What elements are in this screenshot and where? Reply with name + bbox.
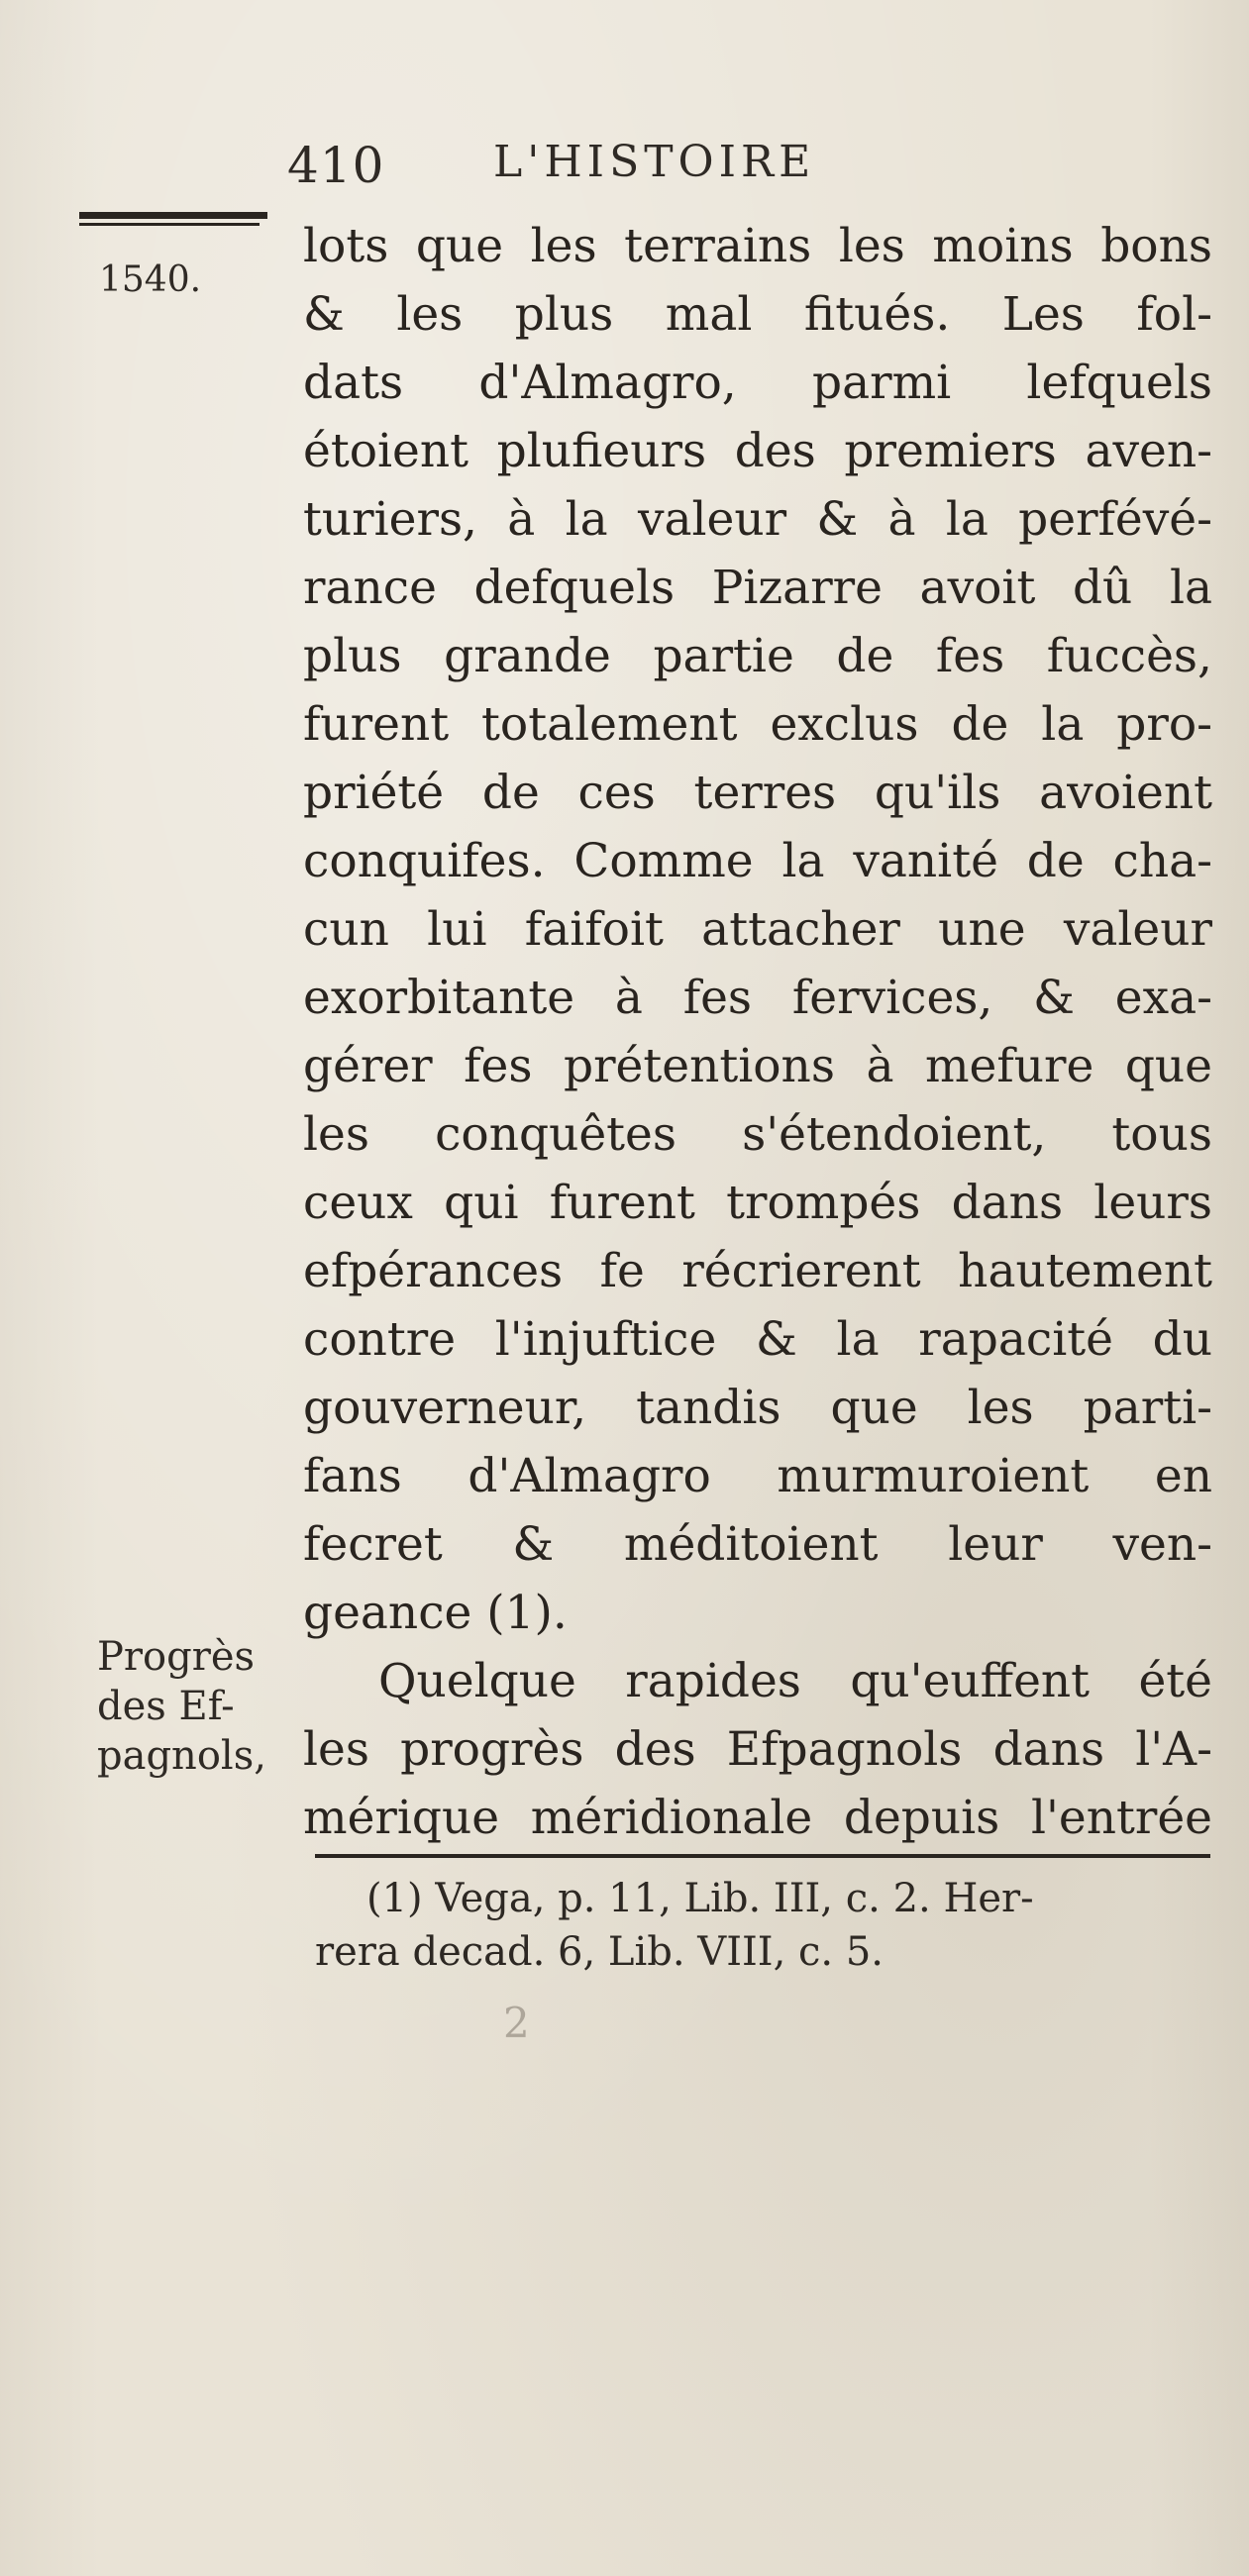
- text-line: fecret & méditoient leur ven-: [303, 1517, 1212, 1572]
- signature-mark: 2: [503, 1999, 530, 2047]
- text-line: Quelque rapides qu'euffent été: [378, 1654, 1212, 1708]
- header-rule: [79, 212, 267, 228]
- page-number: 410: [287, 137, 385, 194]
- text-line: & les plus mal fitués. Les fol-: [303, 287, 1212, 342]
- text-line: turiers, à la valeur & à la perfévé-: [303, 492, 1212, 547]
- margin-note-line: Progrès: [97, 1634, 256, 1680]
- footnotes: [315, 1872, 1210, 1979]
- footnote-rule: [315, 1854, 1210, 1858]
- margin-year: 1540.: [99, 259, 202, 300]
- text-line: lots que les terrains les moins bons: [303, 219, 1212, 273]
- body-text: [303, 212, 1212, 1852]
- footnote-line: (1) Vega, p. 11, Lib. III, c. 2. Her-: [366, 1876, 1034, 1921]
- margin-note-line: pagnols,: [97, 1733, 266, 1779]
- text-line: les conquêtes s'étendoient, tous: [303, 1107, 1212, 1162]
- page-header: [287, 137, 961, 196]
- text-line: gérer fes prétentions à mefure que: [303, 1039, 1212, 1093]
- text-line: fans d'Almagro murmuroient en: [303, 1449, 1212, 1503]
- text-line: dats d'Almagro, parmi lefquels: [303, 356, 1212, 410]
- text-line: geance (1).: [303, 1586, 568, 1640]
- text-line: mérique méridionale depuis l'entrée: [303, 1791, 1212, 1845]
- text-line: conquifes. Comme la vanité de cha-: [303, 834, 1212, 888]
- text-line: furent totalement exclus de la pro-: [303, 697, 1212, 752]
- text-line: gouverneur, tandis que les parti-: [303, 1381, 1212, 1435]
- text-line: les progrès des Efpagnols dans l'A-: [303, 1722, 1212, 1777]
- text-line: cun lui faifoit attacher une valeur: [303, 902, 1212, 957]
- text-line: priété de ces terres qu'ils avoient: [303, 766, 1212, 820]
- text-line: rance defquels Pizarre avoit dû la: [303, 561, 1212, 615]
- text-line: efpérances fe récrierent hautement: [303, 1244, 1212, 1298]
- text-line: contre l'injuftice & la rapacité du: [303, 1312, 1212, 1367]
- text-line: exorbitante à fes fervices, & exa-: [303, 971, 1212, 1025]
- text-line: ceux qui furent trompés dans leurs: [303, 1176, 1212, 1230]
- margin-note-line: des Ef-: [97, 1684, 235, 1729]
- text-line: plus grande partie de fes fuccès,: [303, 629, 1212, 683]
- margin-note: [97, 1632, 285, 1781]
- text-line: étoient plufieurs des premiers aven-: [303, 424, 1212, 478]
- running-title: L'HISTOIRE: [493, 137, 816, 187]
- footnote-line: rera decad. 6, Lib. VIII, c. 5.: [315, 1929, 885, 1975]
